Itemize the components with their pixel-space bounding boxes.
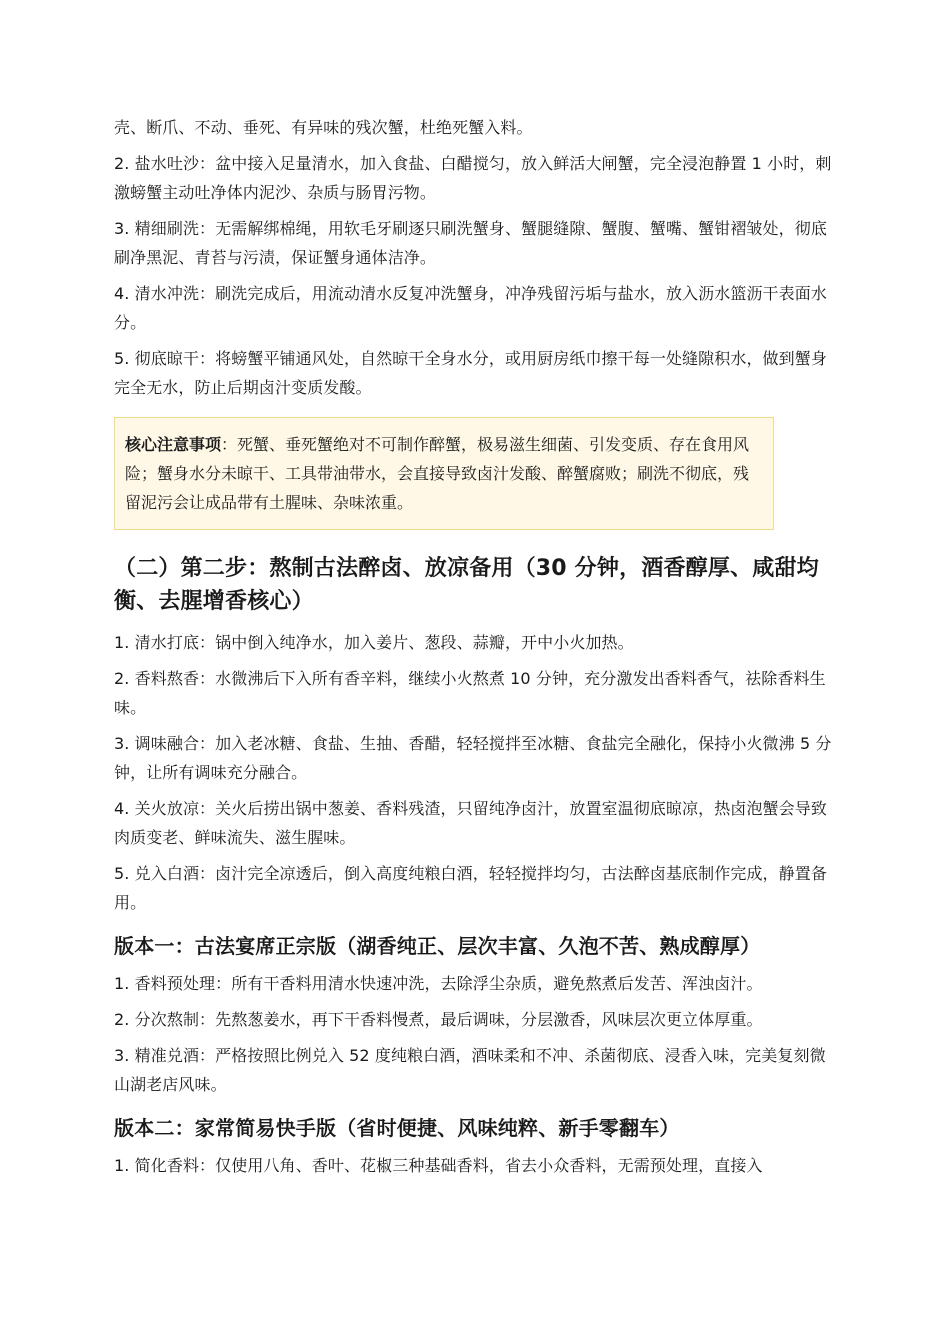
- version1-item-2: 2. 分次熬制：先熬葱姜水，再下干香料慢煮，最后调味，分层激香，风味层次更立体厚重。: [114, 1010, 763, 1029]
- version1-item-1: 1. 香料预处理：所有干香料用清水快速冲洗，去除浮尘杂质，避免熬煮后发苦、浑浊卤汁。: [114, 974, 763, 993]
- version1-item-3: 3. 精准兑酒：严格按照比例兑入 52 度纯粮白酒，酒味柔和不冲、杀菌彻底、浸香入味，完美复刻微山湖老店风味。: [114, 1046, 826, 1094]
- step1-item-4: 4. 清水冲洗：刷洗完成后，用流动清水反复冲洗蟹身，冲净残留污垢与盐水，放入沥水篮沥干表面水分。: [114, 284, 827, 332]
- core-notice-text: ：死蟹、垂死蟹绝对不可制作醉蟹，极易滋生细菌、引发变质、存在食用风险；蟹身水分未晾干、工具带油带水，会直接导致卤汁发酸、醉蟹腐败；刷洗不彻底，残留泥污会让成品带有土腥味、杂味浓重。: [125, 435, 750, 512]
- section2-item-5: 5. 兑入白酒：卤汁完全凉透后，倒入高度纯粮白酒，轻轻搅拌均匀，古法醉卤基底制作完成，静置备用。: [114, 864, 827, 912]
- version2-heading: 版本二：家常简易快手版（省时便捷、风味纯粹、新手零翻车）: [114, 1116, 680, 1140]
- core-notice-box: [114, 417, 774, 530]
- step1-item-3: 3. 精细刷洗：无需解绑棉绳，用软毛牙刷逐只刷洗蟹身、蟹腿缝隙、蟹腹、蟹嘴、蟹钳褶皱处，彻底刷净黑泥、青苔与污渍，保证蟹身通体洁净。: [114, 219, 827, 267]
- document-page: [114, 113, 836, 1187]
- section2-item-4: 4. 关火放凉：关火后捞出锅中葱姜、香料残渣，只留纯净卤汁，放置室温彻底晾凉，热卤泡蟹会导致肉质变老、鲜味流失、滋生腥味。: [114, 799, 827, 847]
- core-notice-label: 核心注意事项: [125, 435, 222, 454]
- section2-item-1: 1. 清水打底：锅中倒入纯净水，加入姜片、葱段、蒜瓣，开中小火加热。: [114, 633, 634, 652]
- intro-tail-paragraph: 壳、断爪、不动、垂死、有异味的残次蟹，杜绝死蟹入料。: [114, 118, 533, 137]
- section2-item-2: 2. 香料熬香：水微沸后下入所有香辛料，继续小火熬煮 10 分钟，充分激发出香料香气，祛除香料生味。: [114, 669, 826, 717]
- step1-item-5: 5. 彻底晾干：将螃蟹平铺通风处，自然晾干全身水分，或用厨房纸巾擦干每一处缝隙积水，做到蟹身完全无水，防止后期卤汁变质发酸。: [114, 349, 827, 397]
- section2-item-3: 3. 调味融合：加入老冰糖、食盐、生抽、香醋，轻轻搅拌至冰糖、食盐完全融化，保持小火微沸 5 分钟，让所有调味充分融合。: [114, 734, 832, 782]
- version2-item-1: 1. 简化香料：仅使用八角、香叶、花椒三种基础香料，省去小众香料，无需预处理，直接入: [114, 1156, 763, 1175]
- step1-item-2: 2. 盐水吐沙：盆中接入足量清水，加入食盐、白醋搅匀，放入鲜活大闸蟹，完全浸泡静置 1 小时，刺激螃蟹主动吐净体内泥沙、杂质与肠胃污物。: [114, 154, 832, 202]
- section2-heading: （二）第二步：熬制古法醉卤、放凉备用（30 分钟，酒香醇厚、咸甜均衡、去腥增香核心）: [114, 556, 819, 614]
- version1-heading: 版本一：古法宴席正宗版（湖香纯正、层次丰富、久泡不苦、熟成醇厚）: [114, 934, 761, 958]
